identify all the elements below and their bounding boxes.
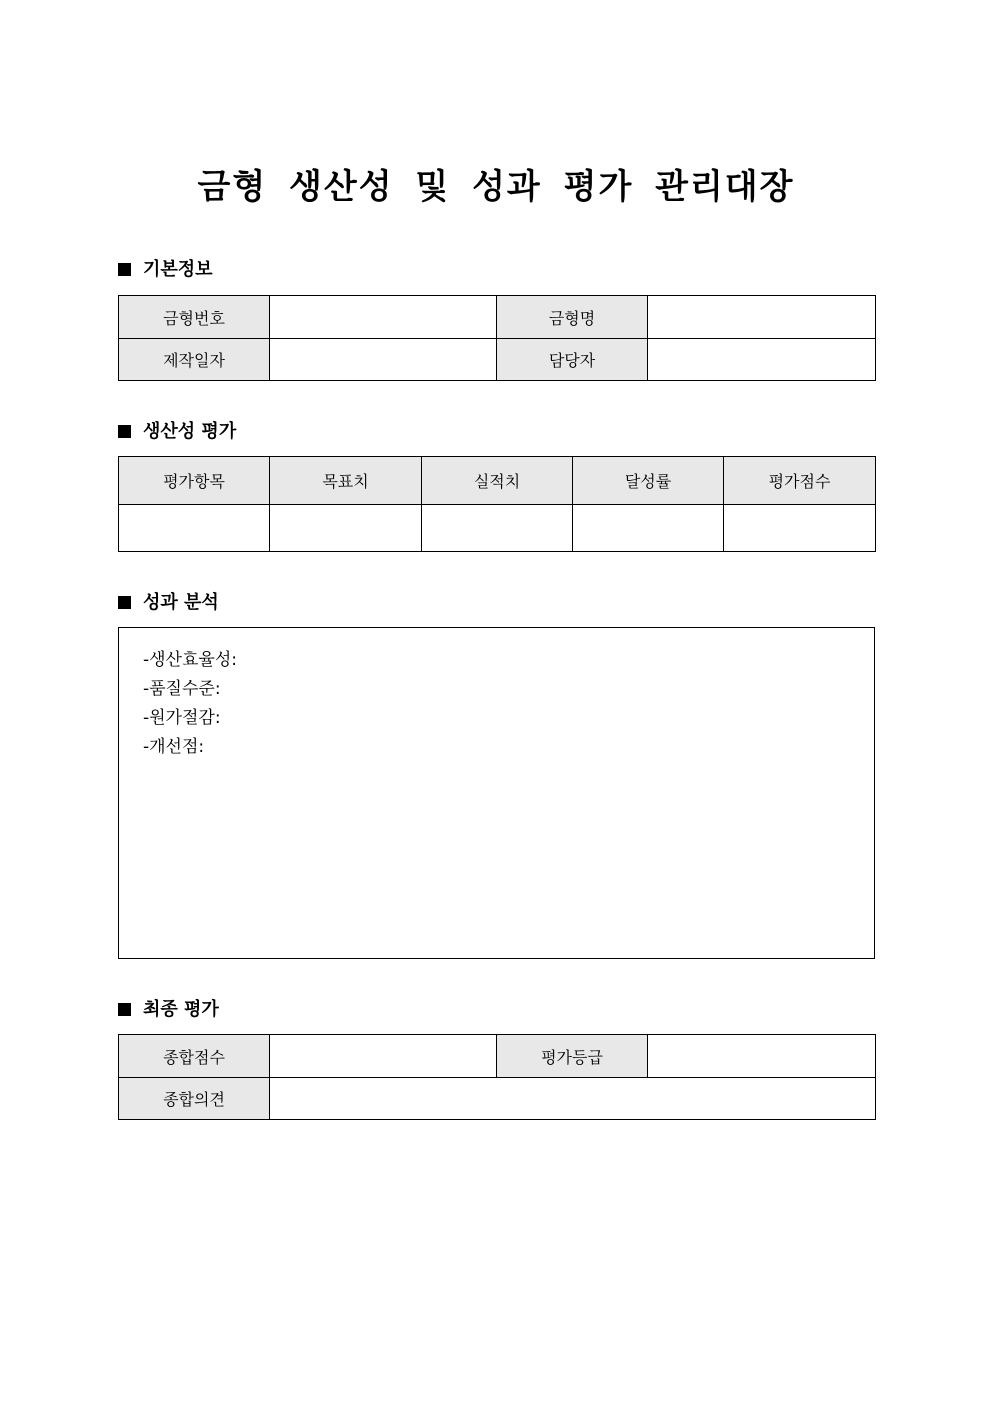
table-row (119, 457, 876, 505)
manager-label: 담당자 (497, 339, 648, 381)
manager-field[interactable] (648, 339, 876, 381)
production-date-label: 제작일자 (119, 339, 270, 381)
mold-name-label: 금형명 (497, 296, 648, 339)
analysis-list (143, 646, 237, 762)
eval-score-field[interactable] (724, 505, 876, 552)
table-row (119, 1078, 876, 1120)
mold-number-label: 금형번호 (119, 296, 270, 339)
square-bullet-icon (118, 425, 131, 438)
column-header-eval-item: 평가항목 (119, 457, 270, 505)
column-header-achievement-rate: 달성률 (573, 457, 724, 505)
eval-item-field[interactable] (119, 505, 270, 552)
analysis-item-cost-reduction: -원가절감: (143, 708, 221, 728)
target-field[interactable] (270, 505, 422, 552)
analysis-item-quality: -품질수준: (143, 679, 221, 699)
section-heading-basic-info: 기본정보 (118, 258, 213, 282)
opinion-label: 종합의견 (119, 1078, 270, 1120)
table-row (119, 339, 876, 381)
final-eval-table (118, 1034, 876, 1120)
total-score-field[interactable] (270, 1035, 497, 1078)
column-header-target: 목표치 (270, 457, 422, 505)
grade-field[interactable] (648, 1035, 876, 1078)
opinion-field[interactable] (270, 1078, 876, 1120)
table-row (119, 1035, 876, 1078)
analysis-item-improvements: -개선점: (143, 737, 205, 757)
productivity-table (118, 456, 876, 552)
total-score-label: 종합점수 (119, 1035, 270, 1078)
square-bullet-icon (118, 596, 131, 609)
mold-number-field[interactable] (270, 296, 497, 339)
table-row (119, 296, 876, 339)
analysis-item-efficiency: -생산효율성: (143, 650, 237, 670)
section-heading-final: 최종 평가 (118, 998, 219, 1022)
column-header-eval-score: 평가점수 (724, 457, 876, 505)
production-date-field[interactable] (270, 339, 497, 381)
analysis-box[interactable] (118, 627, 875, 959)
actual-field[interactable] (422, 505, 573, 552)
section-heading-productivity: 생산성 평가 (118, 420, 236, 444)
square-bullet-icon (118, 263, 131, 276)
page-title: 금형 생산성 및 성과 평가 관리대장 (197, 167, 795, 207)
section-heading-analysis: 성과 분석 (118, 591, 219, 615)
achievement-rate-field[interactable] (573, 505, 724, 552)
table-row (119, 505, 876, 552)
mold-name-field[interactable] (648, 296, 876, 339)
square-bullet-icon (118, 1003, 131, 1016)
grade-label: 평가등급 (497, 1035, 648, 1078)
column-header-actual: 실적치 (422, 457, 573, 505)
basic-info-table (118, 295, 876, 381)
